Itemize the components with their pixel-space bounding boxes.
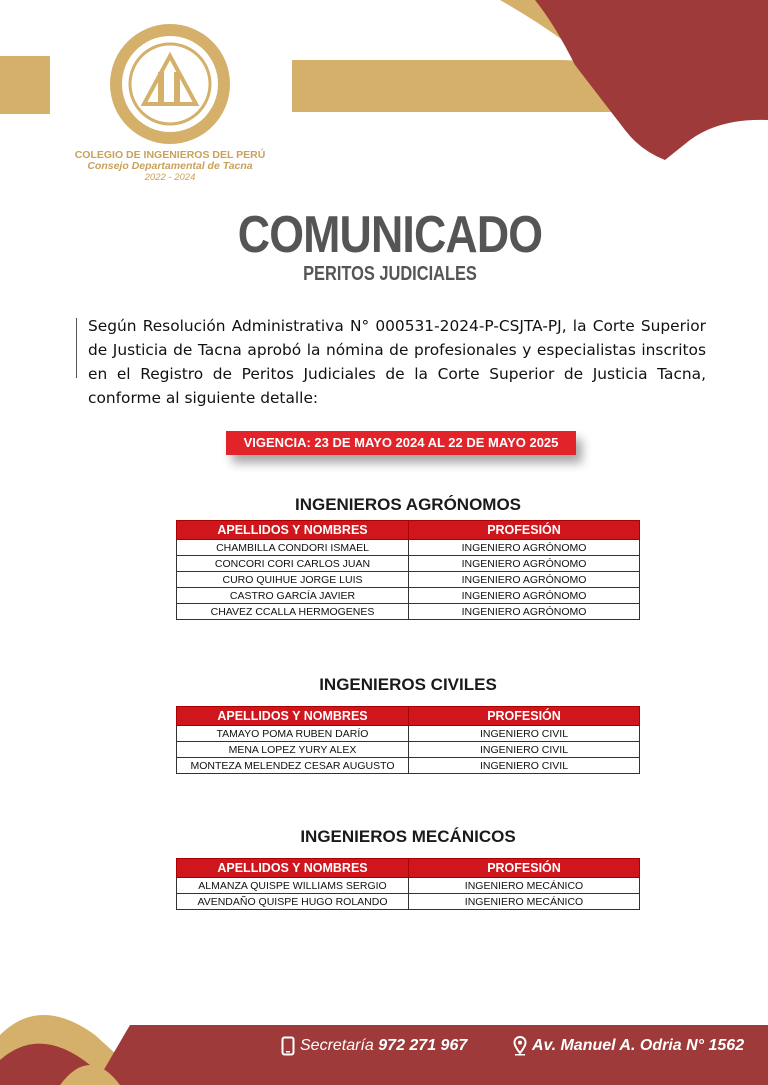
- footer-phone-number: 972 271 967: [378, 1037, 468, 1054]
- column-header-profession: PROFESIÓN: [409, 521, 640, 540]
- cell-name: CONCORI CORI CARLOS JUAN: [177, 556, 409, 572]
- table-row: [177, 726, 640, 742]
- intro-paragraph: Según Resolución Administrativa N° 000531-2024-P-CSJTA-PJ, la Corte Superior de Justicia de Tacna aprobó la nómina de profesionales y especialistas inscritos en el Registro de Peritos Judiciales de la Corte Superior de Justicia Tacna, conforme al siguiente detalle:: [88, 317, 706, 407]
- paragraph-marker: [76, 318, 77, 378]
- section-title-mecanicos: INGENIEROS MECÁNICOS: [300, 827, 516, 846]
- cell-name: AVENDAÑO QUISPE HUGO ROLANDO: [177, 894, 409, 910]
- vigencia-badge: VIGENCIA: 23 DE MAYO 2024 AL 22 DE MAYO 2025: [226, 431, 576, 455]
- section-title-agronomos: INGENIEROS AGRÓNOMOS: [294, 495, 522, 514]
- page-subtitle: PERITOS JUDICIALES: [303, 263, 477, 285]
- table-row: [177, 556, 640, 572]
- column-header-names: APELLIDOS Y NOMBRES: [177, 859, 409, 878]
- cell-name: TAMAYO POMA RUBEN DARÍO: [177, 726, 409, 742]
- cell-name: MENA LOPEZ YURY ALEX: [177, 742, 409, 758]
- cell-profession: INGENIERO AGRÓNOMO: [409, 556, 640, 572]
- cell-name: MONTEZA MELENDEZ CESAR AUGUSTO: [177, 758, 409, 774]
- cell-name: CURO QUIHUE JORGE LUIS: [177, 572, 409, 588]
- cip-logo: [108, 22, 232, 146]
- page-title: COMUNICADO: [237, 206, 543, 264]
- org-name-line3: 2022 - 2024: [144, 172, 196, 183]
- column-header-names: APELLIDOS Y NOMBRES: [177, 707, 409, 726]
- table-agronomos: [176, 520, 640, 620]
- table-mecanicos: [176, 858, 640, 910]
- footer-address-text: Av. Manuel A. Odria N° 1562: [532, 1037, 745, 1054]
- cell-name: CASTRO GARCÍA JAVIER: [177, 588, 409, 604]
- table-row: [177, 878, 640, 894]
- column-header-profession: PROFESIÓN: [409, 707, 640, 726]
- cell-profession: INGENIERO AGRÓNOMO: [409, 540, 640, 556]
- cell-profession: INGENIERO CIVIL: [409, 758, 640, 774]
- cell-name: CHAMBILLA CONDORI ISMAEL: [177, 540, 409, 556]
- footer-phone-label: Secretaría: [300, 1037, 374, 1054]
- cell-profession: INGENIERO AGRÓNOMO: [409, 604, 640, 620]
- cell-name: CHAVEZ CCALLA HERMOGENES: [177, 604, 409, 620]
- organization-name: [60, 150, 280, 183]
- table-row: [177, 540, 640, 556]
- cell-profession: INGENIERO MECÁNICO: [409, 894, 640, 910]
- table-row: [177, 894, 640, 910]
- phone-icon: [281, 1036, 295, 1056]
- org-name-line2: Consejo Departamental de Tacna: [87, 160, 253, 172]
- column-header-profession: PROFESIÓN: [409, 859, 640, 878]
- section-title-civiles: INGENIEROS CIVILES: [319, 675, 497, 694]
- cell-profession: INGENIERO CIVIL: [409, 726, 640, 742]
- table-row: [177, 758, 640, 774]
- table-civiles: [176, 706, 640, 774]
- table-row: [177, 588, 640, 604]
- org-name-line1: COLEGIO DE INGENIEROS DEL PERÚ: [74, 149, 266, 161]
- location-pin-icon: [513, 1036, 527, 1056]
- table-row: [177, 572, 640, 588]
- column-header-names: APELLIDOS Y NOMBRES: [177, 521, 409, 540]
- footer-address: [532, 1037, 744, 1055]
- table-row: [177, 604, 640, 620]
- cell-profession: INGENIERO AGRÓNOMO: [409, 588, 640, 604]
- cell-name: ALMANZA QUISPE WILLIAMS SERGIO: [177, 878, 409, 894]
- cell-profession: INGENIERO AGRÓNOMO: [409, 572, 640, 588]
- cell-profession: INGENIERO MECÁNICO: [409, 878, 640, 894]
- table-row: [177, 742, 640, 758]
- cell-profession: INGENIERO CIVIL: [409, 742, 640, 758]
- footer-phone: [300, 1037, 467, 1055]
